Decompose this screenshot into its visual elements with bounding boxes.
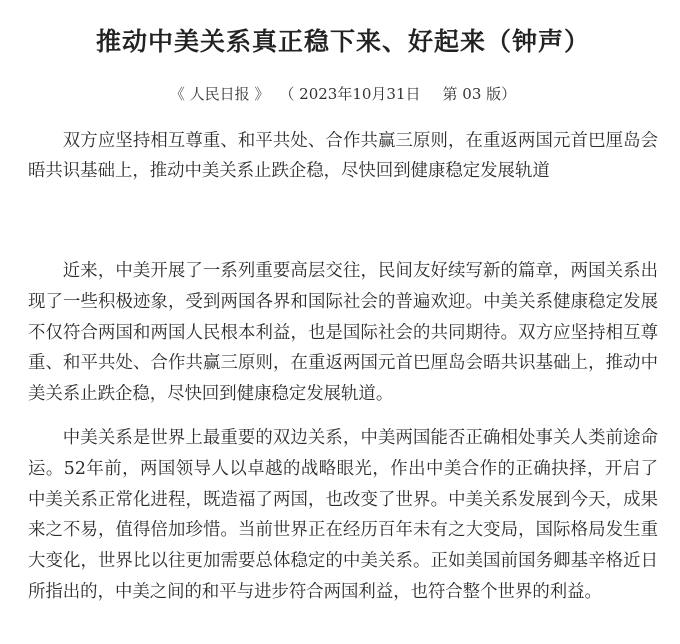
article-title: 推动中美关系真正稳下来、好起来（钟声） [95,27,590,56]
publication-edition: 第 03 版） [442,85,517,103]
article-summary: 双方应坚持相互尊重、和平共处、合作共赢三原则，在重返两国元首巴厘岛会晤共识基础上，推动中美关系止跌企稳，尽快回到健康稳定发展轨道 [28,131,658,181]
publication-name: 《 人民日报 》 [169,85,270,103]
publication-date: （ 2023年10月31日 [279,85,421,103]
article-paragraph-1: 近来，中美开展了一系列重要高层交往，民间友好续写新的篇章，两国关系出现了一些积极迹象，受到两国各界和国际社会的普遍欢迎。中美关系健康稳定发展不仅符合两国和两国人民根本利益，也是国际社会的共同期待。双方应坚持相互尊重、和平共处、合作共赢三原则，在重返两国元首巴厘岛会晤共识基础上，推动中美关系止跌企稳，尽快回到健康稳定发展轨道。 [28,261,658,405]
article-source-line [28,82,658,106]
article-paragraph-2: 中美关系是世界上最重要的双边关系，中美两国能否正确相处事关人类前途命运。52年前，两国领导人以卓越的战略眼光，作出中美合作的正确抉择，开启了中美关系正常化进程，既造福了两国，也改变了世界。中美关系发展到今天，成果来之不易，值得倍加珍惜。当前世界正在经历百年未有之大变局，国际格局发生重大变化，世界比以往更加需要总体稳定的中美关系。正如美国前国务卿基辛格近日所指出的，中美之间的和平与进步符合两国利益，也符合整个世界的利益。 [28,427,658,602]
